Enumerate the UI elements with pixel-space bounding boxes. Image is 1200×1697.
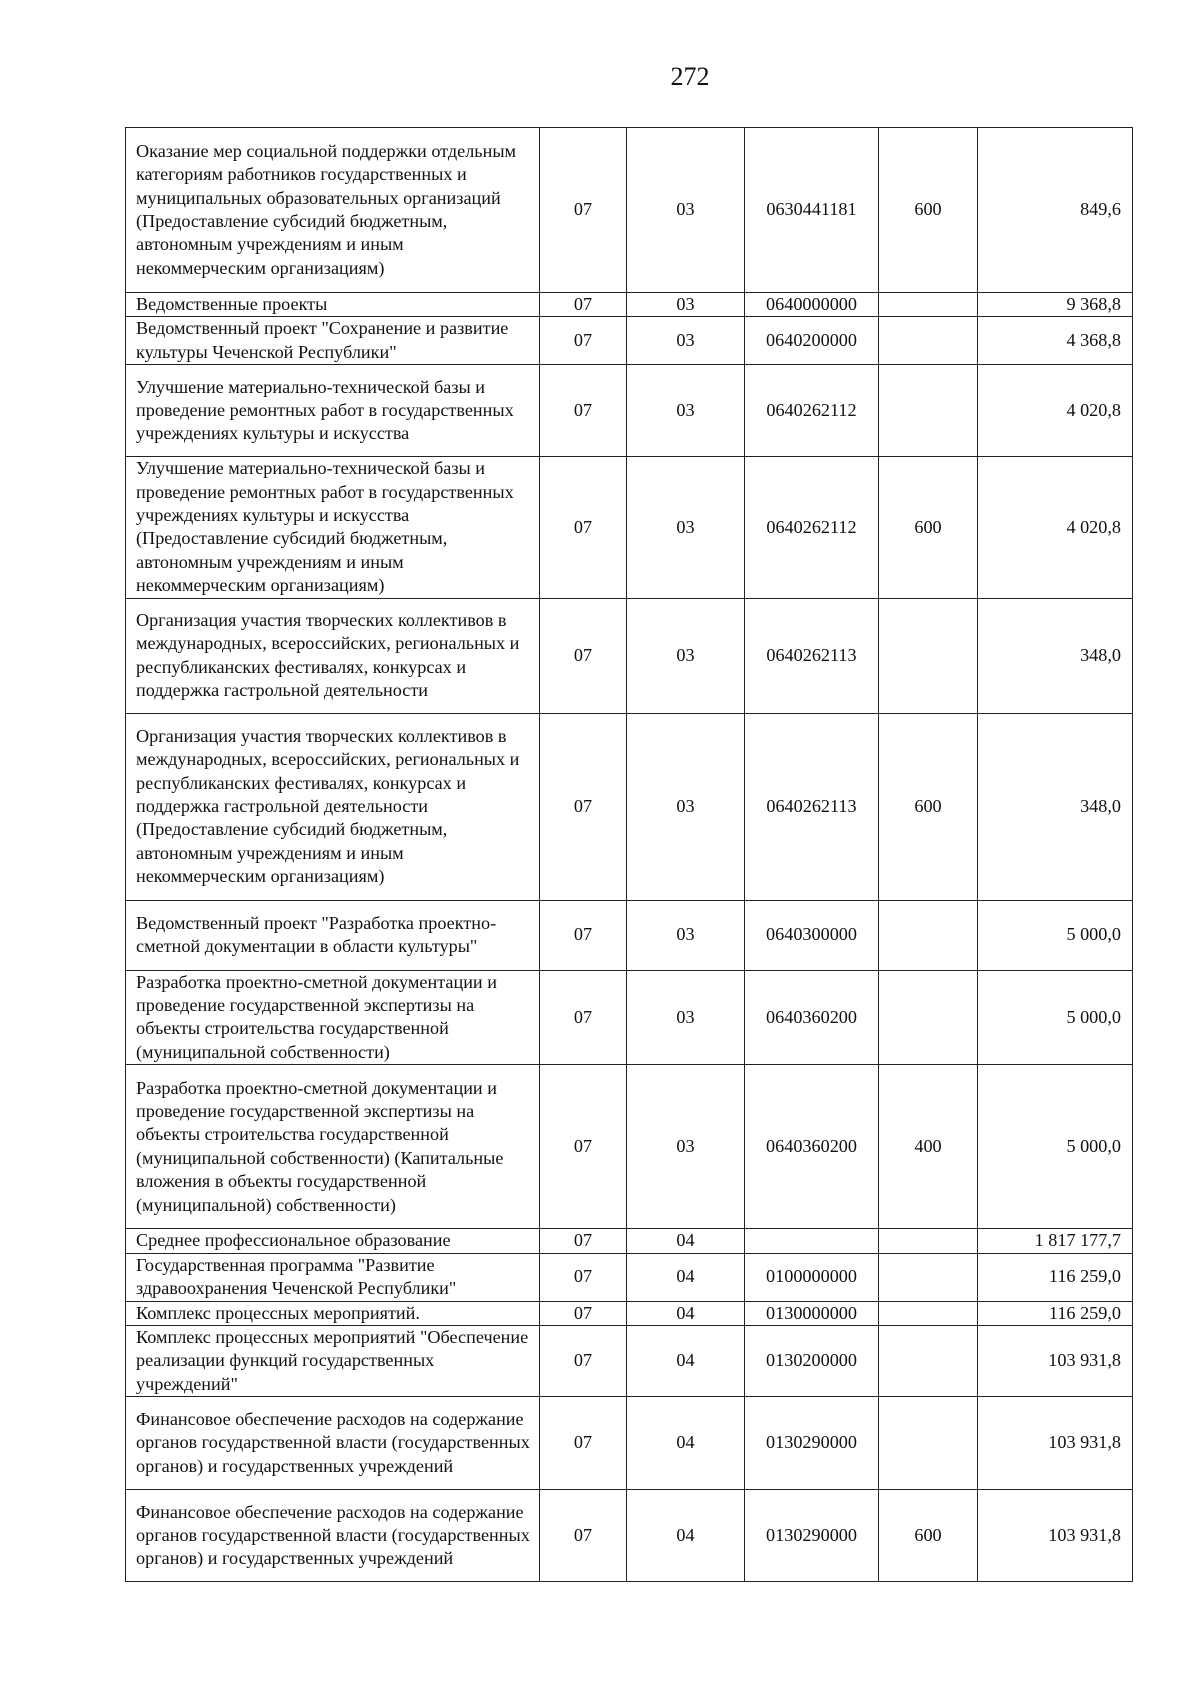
target-article-code: 0130000000: [745, 1301, 879, 1325]
table-row: [126, 128, 1133, 293]
table-row: [126, 317, 1133, 365]
section-code: 07: [540, 1490, 627, 1582]
row-name: Разработка проектно-сметной документации и проведение государственной экспертизы на объекты строительства государственной (муниципальной собственности) (Капитальные вложения в объекты государственной (муниципальной) собственности): [126, 1065, 540, 1229]
row-name: Оказание мер социальной поддержки отдельным категориям работников государственных и муниципальных образовательных организаций (Предоставление субсидий бюджетным, автономным учреждениям и иным некоммерческим организациям): [126, 128, 540, 293]
target-article-code: 0640000000: [745, 293, 879, 317]
subsection-code: 03: [627, 365, 745, 457]
table-row: [126, 1490, 1133, 1582]
expense-type-code: 600: [879, 457, 978, 598]
amount: 116 259,0: [978, 1253, 1133, 1301]
amount: 348,0: [978, 598, 1133, 713]
amount: 116 259,0: [978, 1301, 1133, 1325]
section-code: 07: [540, 970, 627, 1065]
section-code: 07: [540, 1065, 627, 1229]
table-row: [126, 900, 1133, 970]
subsection-code: 04: [627, 1229, 745, 1253]
subsection-code: 04: [627, 1325, 745, 1396]
expense-type-code: [879, 1325, 978, 1396]
target-article-code: 0640262113: [745, 598, 879, 713]
page-number: 272: [670, 62, 710, 91]
subsection-code: 03: [627, 293, 745, 317]
section-code: 07: [540, 1301, 627, 1325]
section-code: 07: [540, 365, 627, 457]
target-article-code: 0130290000: [745, 1490, 879, 1582]
expense-type-code: 600: [879, 713, 978, 900]
subsection-code: 03: [627, 970, 745, 1065]
row-name: Улучшение материально-технической базы и проведение ремонтных работ в государственных учреждениях культуры и искусства: [126, 365, 540, 457]
subsection-code: 04: [627, 1253, 745, 1301]
amount: 4 020,8: [978, 457, 1133, 598]
table-row: [126, 1253, 1133, 1301]
table-row: [126, 1301, 1133, 1325]
subsection-code: 03: [627, 317, 745, 365]
section-code: 07: [540, 1325, 627, 1396]
amount: 849,6: [978, 128, 1133, 293]
target-article-code: [745, 1229, 879, 1253]
amount: 9 368,8: [978, 293, 1133, 317]
section-code: 07: [540, 457, 627, 598]
subsection-code: 04: [627, 1397, 745, 1490]
table-row: [126, 293, 1133, 317]
target-article-code: 0630441181: [745, 128, 879, 293]
row-name: Организация участия творческих коллективов в международных, всероссийских, региональных и республиканских фестивалях, конкурсах и поддержка гастрольной деятельности: [126, 598, 540, 713]
section-code: 07: [540, 1397, 627, 1490]
subsection-code: 03: [627, 598, 745, 713]
amount: 348,0: [978, 713, 1133, 900]
row-name: Ведомственный проект "Разработка проектно-сметной документации в области культуры": [126, 900, 540, 970]
table-row: [126, 457, 1133, 598]
subsection-code: 03: [627, 900, 745, 970]
amount: 103 931,8: [978, 1490, 1133, 1582]
budget-table: [125, 127, 1133, 1582]
table-row: [126, 365, 1133, 457]
table-row: [126, 1229, 1133, 1253]
table-row: [126, 713, 1133, 900]
amount: 5 000,0: [978, 900, 1133, 970]
table-row: [126, 1397, 1133, 1490]
section-code: 07: [540, 293, 627, 317]
section-code: 07: [540, 317, 627, 365]
section-code: 07: [540, 900, 627, 970]
subsection-code: 03: [627, 1065, 745, 1229]
target-article-code: 0130200000: [745, 1325, 879, 1396]
subsection-code: 04: [627, 1301, 745, 1325]
target-article-code: 0640300000: [745, 900, 879, 970]
target-article-code: 0640360200: [745, 1065, 879, 1229]
subsection-code: 03: [627, 128, 745, 293]
amount: 1 817 177,7: [978, 1229, 1133, 1253]
target-article-code: 0640262112: [745, 457, 879, 598]
row-name: Финансовое обеспечение расходов на содержание органов государственной власти (государственных органов) и государственных учреждений: [126, 1397, 540, 1490]
expense-type-code: 600: [879, 128, 978, 293]
row-name: Ведомственный проект "Сохранение и развитие культуры Чеченской Республики": [126, 317, 540, 365]
target-article-code: 0130290000: [745, 1397, 879, 1490]
expense-type-code: [879, 1253, 978, 1301]
target-article-code: 0640262113: [745, 713, 879, 900]
target-article-code: 0640360200: [745, 970, 879, 1065]
subsection-code: 03: [627, 713, 745, 900]
row-name: Комплекс процессных мероприятий "Обеспечение реализации функций государственных учреждений": [126, 1325, 540, 1396]
expense-type-code: [879, 1397, 978, 1490]
expense-type-code: [879, 970, 978, 1065]
expense-type-code: [879, 1229, 978, 1253]
table-row: [126, 1325, 1133, 1396]
expense-type-code: [879, 1301, 978, 1325]
expense-type-code: [879, 598, 978, 713]
row-name: Организация участия творческих коллективов в международных, всероссийских, региональных и республиканских фестивалях, конкурсах и поддержка гастрольной деятельности (Предоставление субсидий бюджетным, автономным учреждениям и иным некоммерческим организациям): [126, 713, 540, 900]
subsection-code: 04: [627, 1490, 745, 1582]
amount: 4 368,8: [978, 317, 1133, 365]
row-name: Ведомственные проекты: [126, 293, 540, 317]
section-code: 07: [540, 1253, 627, 1301]
expense-type-code: [879, 317, 978, 365]
expense-type-code: [879, 365, 978, 457]
amount: 103 931,8: [978, 1397, 1133, 1490]
row-name: Разработка проектно-сметной документации и проведение государственной экспертизы на объекты строительства государственной (муниципальной собственности): [126, 970, 540, 1065]
row-name: Финансовое обеспечение расходов на содержание органов государственной власти (государственных органов) и государственных учреждений: [126, 1490, 540, 1582]
target-article-code: 0640200000: [745, 317, 879, 365]
target-article-code: 0100000000: [745, 1253, 879, 1301]
amount: 5 000,0: [978, 970, 1133, 1065]
row-name: Государственная программа "Развитие здравоохранения Чеченской Республики": [126, 1253, 540, 1301]
target-article-code: 0640262112: [745, 365, 879, 457]
table-row: [126, 970, 1133, 1065]
amount: 103 931,8: [978, 1325, 1133, 1396]
expense-type-code: [879, 900, 978, 970]
section-code: 07: [540, 1229, 627, 1253]
amount: 4 020,8: [978, 365, 1133, 457]
subsection-code: 03: [627, 457, 745, 598]
section-code: 07: [540, 128, 627, 293]
row-name: Улучшение материально-технической базы и проведение ремонтных работ в государственных учреждениях культуры и искусства (Предоставление субсидий бюджетным, автономным учреждениям и иным некоммерческим организациям): [126, 457, 540, 598]
row-name: Комплекс процессных мероприятий.: [126, 1301, 540, 1325]
amount: 5 000,0: [978, 1065, 1133, 1229]
section-code: 07: [540, 713, 627, 900]
expense-type-code: 400: [879, 1065, 978, 1229]
row-name: Среднее профессиональное образование: [126, 1229, 540, 1253]
section-code: 07: [540, 598, 627, 713]
table-row: [126, 598, 1133, 713]
expense-type-code: [879, 293, 978, 317]
table-row: [126, 1065, 1133, 1229]
expense-type-code: 600: [879, 1490, 978, 1582]
